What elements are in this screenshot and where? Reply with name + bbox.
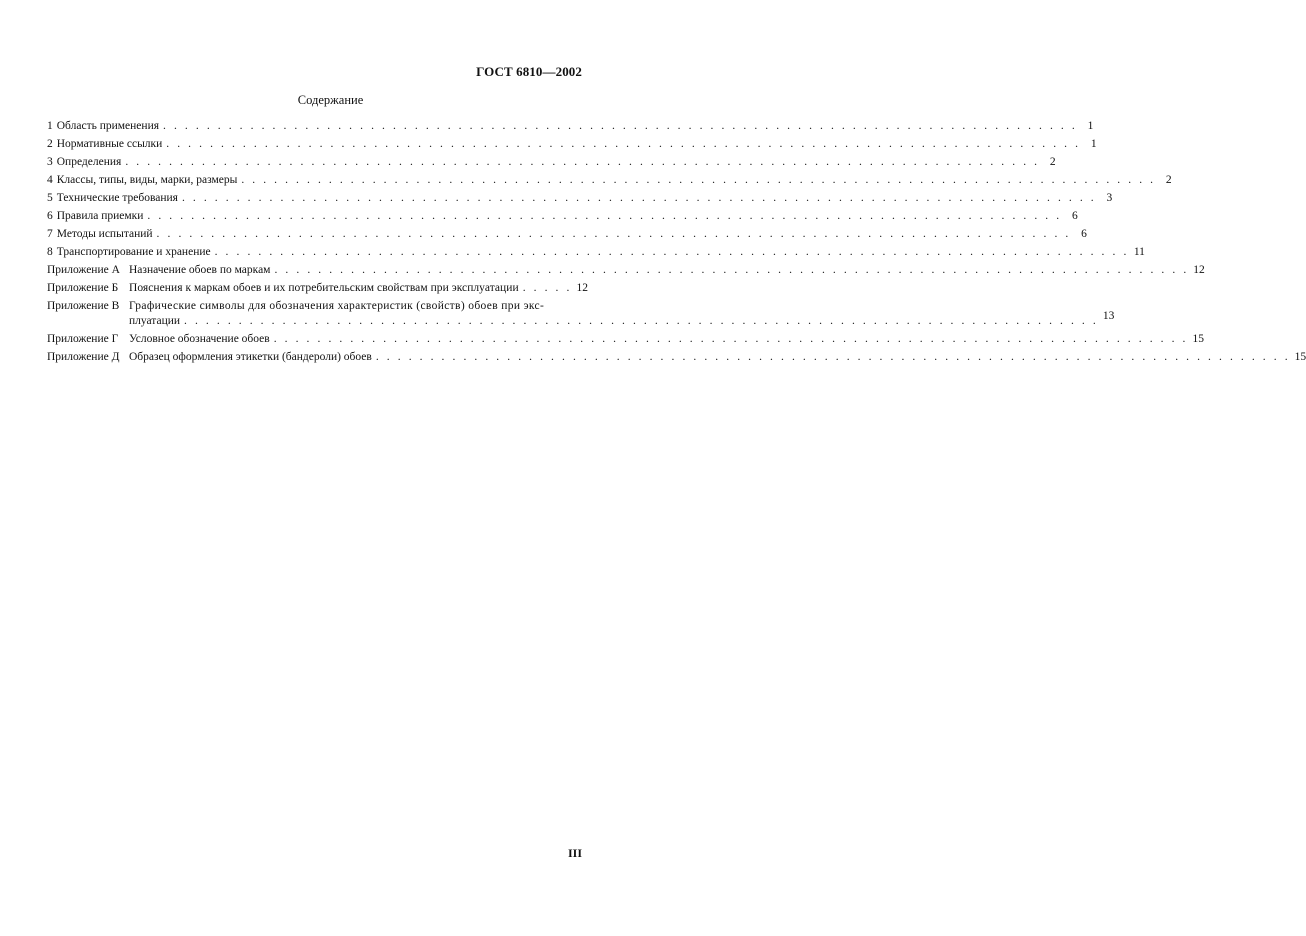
toc-entry-label: Методы испытаний <box>56 228 153 240</box>
leader-dots: . . . . . . . . . . . . . . . . . . . . . . . . . . . . . . . . . . . . . . . . . . . . . . . . . . . . . . . . . . . . . . . . . . . . . . . . . . . . . . . . . . . . <box>241 174 1156 186</box>
toc-entry-number: 5 <box>47 192 53 204</box>
leader-dots: . . . . . . . . . . . . . . . . . . . . . . . . . . . . . . . . . . . . . . . . . . . . . . . . . . . . . . . . . . . . . . . . . . . . . . . . . . . . . . . . . . . . <box>214 246 1129 258</box>
appendix-label: Пояснения к маркам обоев и их потребительским свойствам при эксплуатации <box>129 282 519 294</box>
appendix-label: Условное обозначение обоев <box>129 333 270 345</box>
toc-entry-number: 6 <box>47 210 53 222</box>
leader-dots: . . . . . . . . . . . . . . . . . . . . . . . . . . . . . . . . . . . . . . . . . . . . . . . . . . . . . . . . . . . . . . . . . . . . . . . . . . . . . . . . . . . . <box>163 120 1078 132</box>
toc-entry-page: 3 <box>1106 192 1113 204</box>
appendix-page: 15 <box>1294 351 1306 363</box>
toc-entry-7[interactable] <box>47 228 1087 241</box>
leader-dots: . . . . . . . . . . . . . . . . . . . . . . . . . . . . . . . . . . . . . . . . . . . . . . . . . . . . . . . . . . . . . . . . . . . . . . . . . . . . . . . . . . . . <box>147 210 1062 222</box>
leader-dots: . . . . . . . . . . . . . . . . . . . . . . . . . . . . . . . . . . . . . . . . . . . . . . . . . . . . . . . . . . . . . . . . . . . . . . . . . . . . . . . . . . . . <box>166 138 1081 150</box>
toc-entry-5[interactable] <box>47 192 1113 205</box>
toc-entry-page: 1 <box>1087 120 1094 132</box>
appendix-label: Образец оформления этикетки (бандероли) обоев <box>129 351 372 363</box>
appendix-prefix: Приложение Б <box>47 282 119 294</box>
toc-entry-number: 1 <box>47 120 53 132</box>
leader-dots: . . . . . . . . . . . . . . . . . . . . . . . . . . . . . . . . . . . . . . . . . . . . . . . . . . . . . . . . . . . . . . . . . . . . . . . . . . . . . . . . . . . . <box>274 264 1189 276</box>
toc-entry-8[interactable] <box>47 246 1145 259</box>
toc-appendix-g[interactable] <box>47 333 1205 346</box>
leader-dots: . . . . . . . . . . . . . . . . . . . . . . . . . . . . . . . . . . . . . . . . . . . . . . . . . . . . . . . . . . . . . . . . . . . . . . . . . . . . . . . . . . . . <box>156 228 1071 240</box>
appendix-label-line2: плуатации <box>129 315 181 327</box>
appendix-page: 15 <box>1192 333 1205 345</box>
toc-entry-number: 3 <box>47 156 53 168</box>
toc-entry-page: 1 <box>1090 138 1097 150</box>
toc-entry-page: 2 <box>1049 156 1056 168</box>
toc-entry-2[interactable] <box>47 138 1097 151</box>
toc-appendix-a[interactable] <box>47 264 1205 277</box>
appendix-page: 13 <box>1102 310 1115 322</box>
leader-dots: . . . . . <box>522 282 572 294</box>
page-number: III <box>567 846 582 860</box>
appendix-prefix: Приложение А <box>47 264 120 276</box>
toc-entry-6[interactable] <box>47 210 1078 223</box>
toc-entry-page: 2 <box>1165 174 1172 186</box>
appendix-label: Назначение обоев по маркам <box>129 264 271 276</box>
toc-entry-label: Транспортирование и хранение <box>56 246 211 258</box>
toc-entry-label: Область применения <box>56 120 160 132</box>
leader-dots: . . . . . . . . . . . . . . . . . . . . . . . . . . . . . . . . . . . . . . . . . . . . . . . . . . . . . . . . . . . . . . . . . . . . . . . . . . . . . . . . . . . . <box>181 192 1097 204</box>
toc-entry-number: 4 <box>47 174 53 186</box>
leader-dots: . . . . . . . . . . . . . . . . . . . . . . . . . . . . . . . . . . . . . . . . . . . . . . . . . . . . . . . . . . . . . . . . . . . . . . . . . . . . . . . . . . . . <box>375 351 1291 363</box>
toc-entry-page: 6 <box>1081 228 1087 240</box>
leader-dots: . . . . . . . . . . . . . . . . . . . . . . . . . . . . . . . . . . . . . . . . . . . . . . . . . . . . . . . . . . . . . . . . . . . . . . . . . . . . . . . . . . . . <box>125 156 1040 168</box>
appendix-page: 12 <box>576 282 588 294</box>
document-code: ГОСТ 6810—2002 <box>476 64 582 79</box>
toc-appendix-d[interactable] <box>47 351 1306 364</box>
appendix-prefix: Приложение Д <box>47 351 120 363</box>
toc-appendix-v[interactable] <box>47 300 1115 328</box>
toc-entry-label: Правила приемки <box>56 210 144 222</box>
toc-entry-number: 8 <box>47 246 53 258</box>
toc-appendix-b[interactable] <box>47 282 588 295</box>
toc-entry-label: Нормативные ссылки <box>56 138 163 150</box>
toc-entry-label: Классы, типы, виды, марки, размеры <box>56 174 238 186</box>
toc-entry-number: 7 <box>47 228 53 240</box>
appendix-label-line1: Графические символы для обозначения характеристик (свойств) обоев при экс- <box>129 300 545 312</box>
appendix-page: 12 <box>1193 264 1205 276</box>
toc-entry-page: 6 <box>1071 210 1078 222</box>
toc-entry-number: 2 <box>47 138 53 150</box>
leader-dots: . . . . . . . . . . . . . . . . . . . . . . . . . . . . . . . . . . . . . . . . . . . . . . . . . . . . . . . . . . . . . . . . . . . . . . . . . . . . . . . . . . . . <box>184 315 1099 327</box>
leader-dots: . . . . . . . . . . . . . . . . . . . . . . . . . . . . . . . . . . . . . . . . . . . . . . . . . . . . . . . . . . . . . . . . . . . . . . . . . . . . . . . . . . . . <box>273 333 1189 345</box>
toc-entry-page: 11 <box>1133 246 1145 258</box>
toc-title: Содержание <box>297 93 364 107</box>
toc-entry-label: Технические требования <box>56 192 178 204</box>
toc-entry-1[interactable] <box>47 120 1094 133</box>
table-of-contents <box>47 120 1306 369</box>
appendix-prefix: Приложение Г <box>47 333 119 345</box>
toc-entry-label: Определения <box>56 156 122 168</box>
toc-entry-4[interactable] <box>47 174 1172 187</box>
toc-entry-3[interactable] <box>47 156 1056 169</box>
appendix-prefix: Приложение В <box>47 300 120 312</box>
